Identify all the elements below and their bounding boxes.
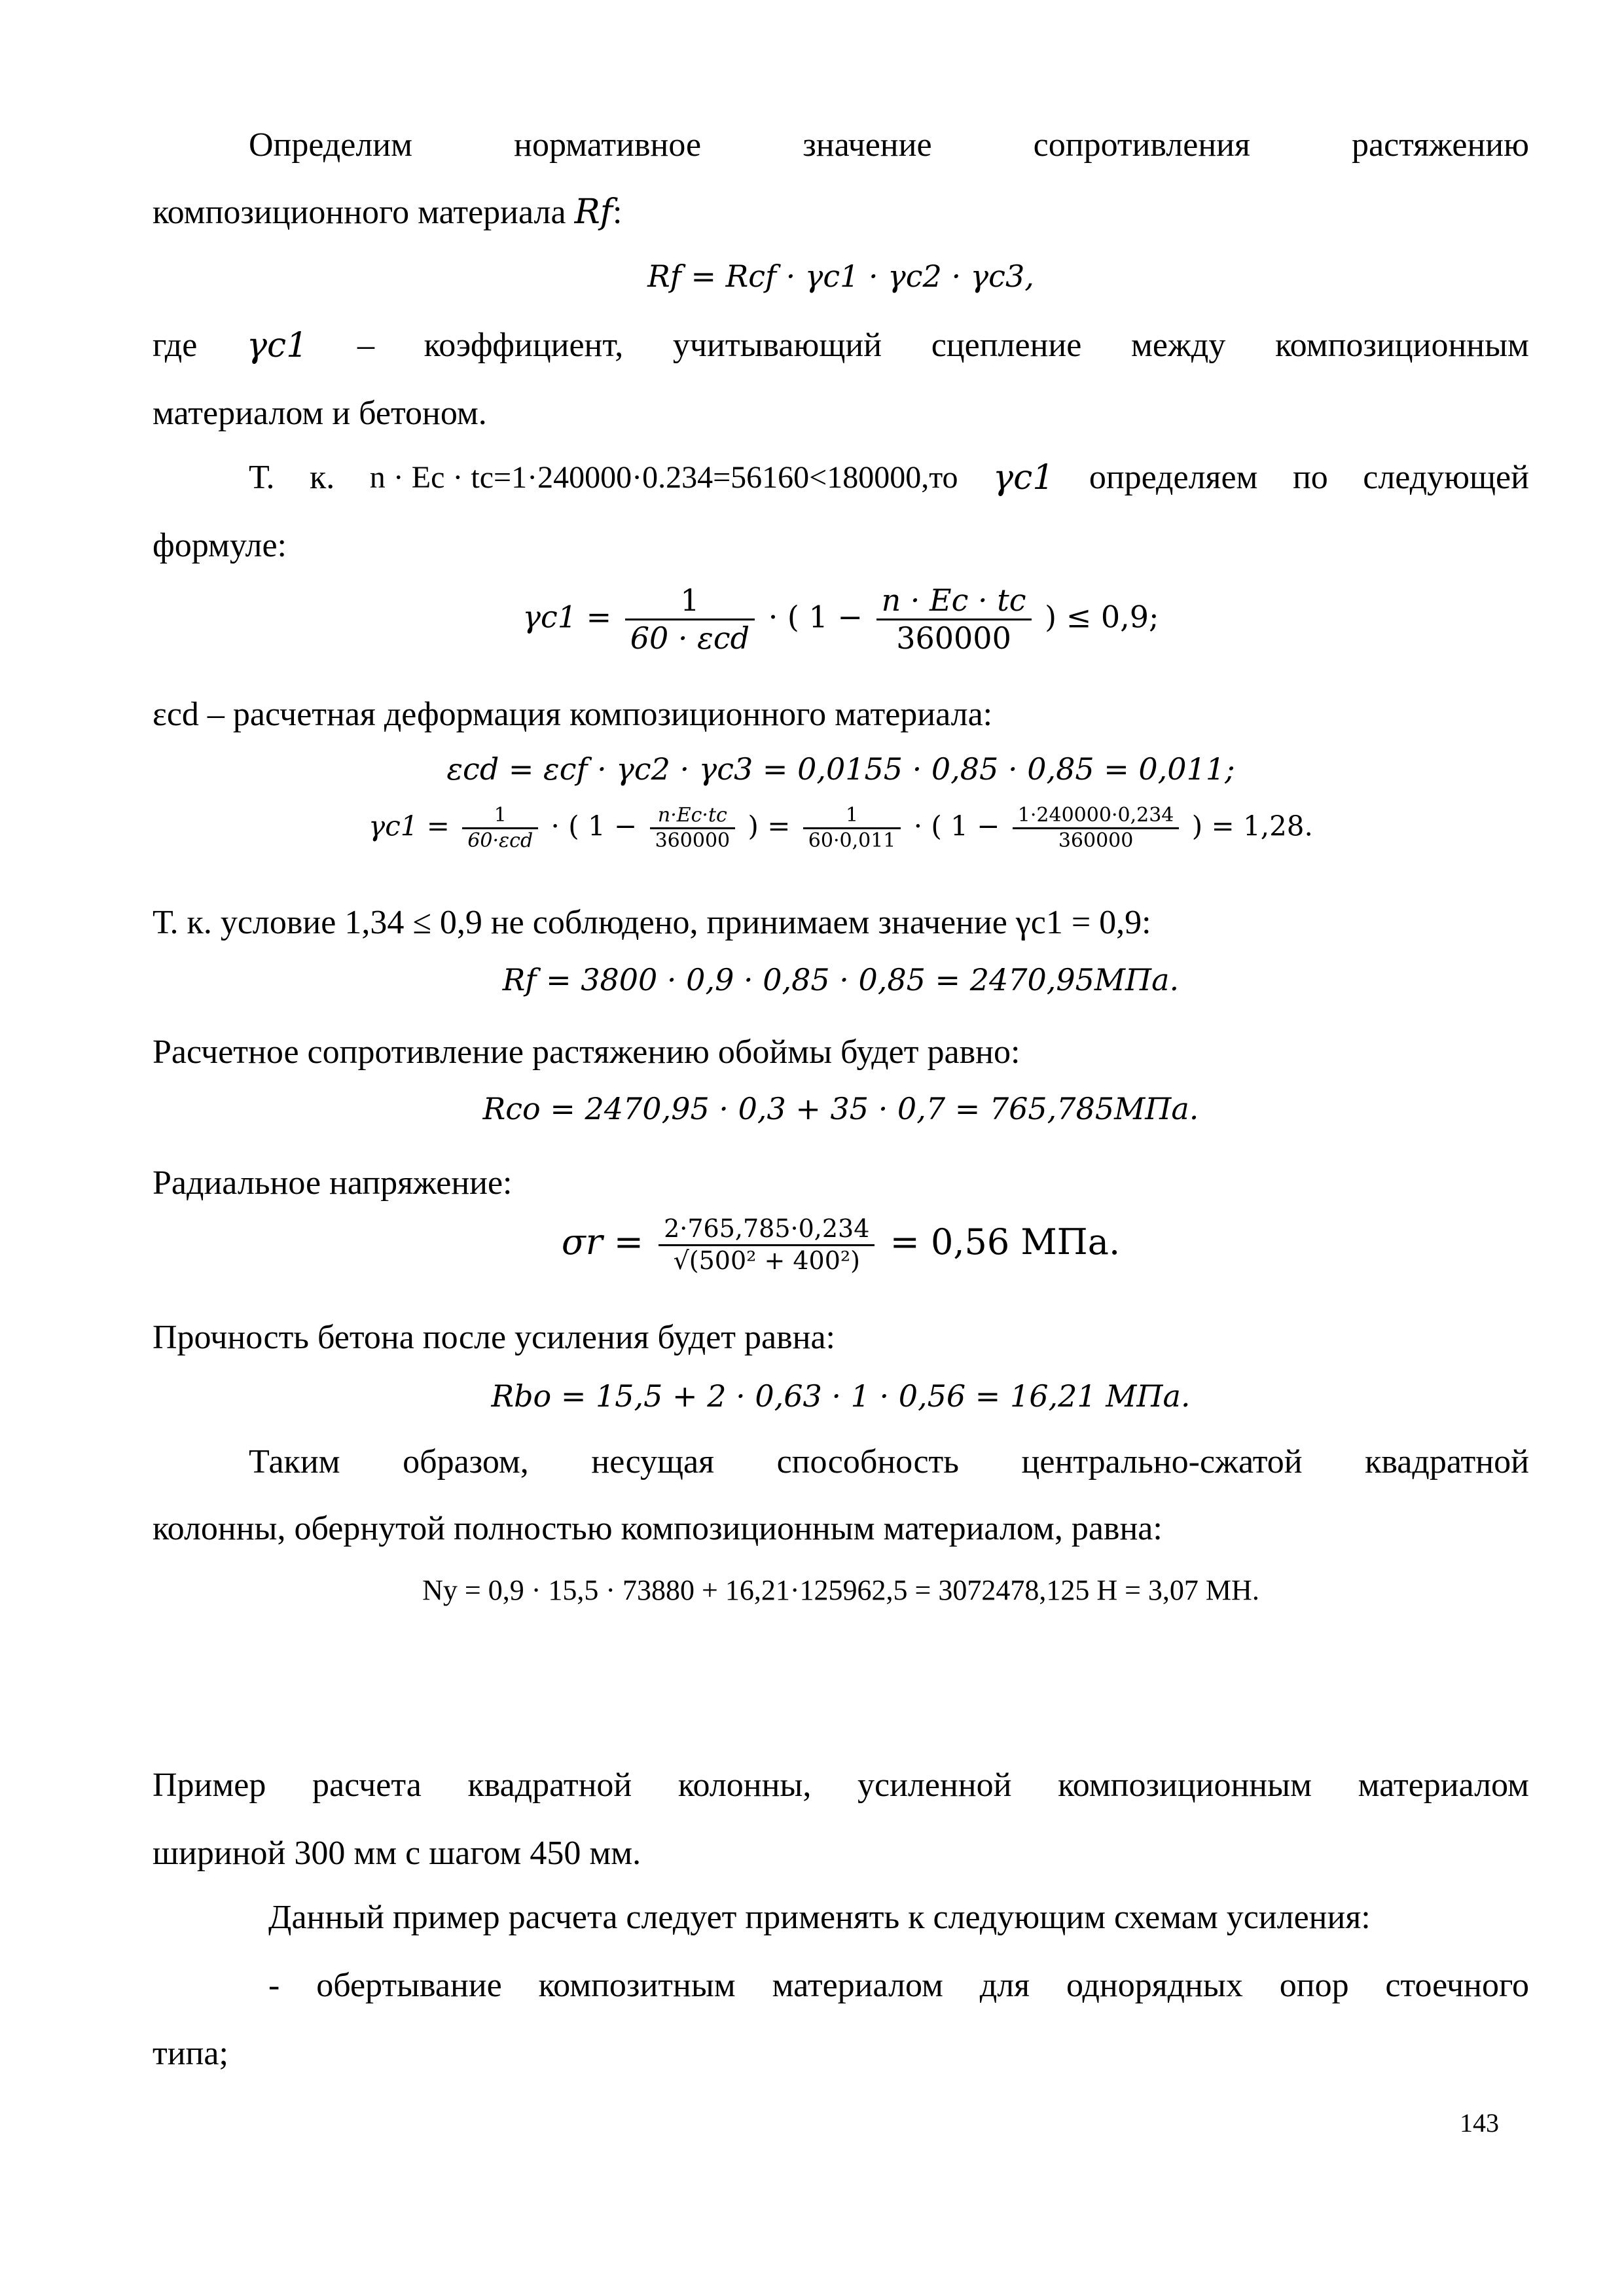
text-span: Прочность бетона после усиления будет равна: (153, 1319, 835, 1356)
formula-epsilon-cd (153, 751, 1529, 787)
word: обертывание (316, 1967, 502, 2004)
formula-lhs: γc1 = (522, 599, 612, 635)
numerator: n · Ec · tc (876, 583, 1032, 620)
formula-rbo (153, 1378, 1529, 1414)
word: материалом (1358, 1767, 1529, 1804)
formula-lhs: γc1 = (369, 810, 450, 842)
word: определяем (1089, 459, 1258, 496)
paragraph-3-line-2 (153, 512, 1529, 580)
denominator: √(500² + 400²) (673, 1246, 860, 1275)
fraction (625, 583, 755, 656)
paragraph-7 (153, 1149, 1529, 1217)
word: значение (803, 126, 932, 164)
formula-text: Rf = Rcf · γc1 · γc2 · γc3, (647, 259, 1034, 294)
word: по (1292, 459, 1328, 496)
paragraph-9-line-2 (153, 1495, 1529, 1563)
formula-rf-value (153, 962, 1529, 997)
formula-part: · ( 1 − (550, 810, 638, 842)
text-span: Данный пример расчета следует применять к следующим схемам усиления: (268, 1899, 1371, 1936)
denominator: 60·0,011 (808, 829, 896, 852)
paragraph-10-line-1 (153, 1751, 1529, 1820)
formula-text: Rf = 3800 · 0,9 · 0,85 · 0,85 = 2470,95МПа. (502, 962, 1180, 997)
formula-lhs: σr = (561, 1221, 643, 1263)
paragraph-11 (268, 1884, 1529, 1952)
word: квадратной (467, 1767, 632, 1804)
formula-part: ) ≤ 0,9; (1045, 599, 1159, 635)
formula-rf (153, 259, 1529, 294)
paragraph-12-line-2 (153, 2020, 1529, 2088)
word: расчета (312, 1767, 422, 1804)
fraction (1013, 804, 1180, 853)
word: к. (310, 459, 335, 496)
word: композиционным (1058, 1767, 1312, 1804)
math-symbol: Rf (574, 192, 613, 232)
paragraph-5 (153, 889, 1529, 957)
text-span: : (612, 194, 623, 231)
word: растяжению (1352, 126, 1529, 164)
formula-part: ) = (748, 810, 791, 842)
text-span: колонны, обернутой полностью композиционным материалом, равна: (153, 1510, 1163, 1547)
paragraph-2-line-2 (153, 380, 1529, 448)
fraction (462, 804, 538, 853)
denominator: 60·εcd (467, 829, 533, 852)
denominator: 360000 (1058, 829, 1134, 852)
word: Пример (153, 1767, 266, 1804)
paragraph-9-line-1 (249, 1428, 1529, 1496)
paragraph-1-line-2 (153, 178, 1529, 247)
numerator: 1·240000·0,234 (1013, 804, 1180, 829)
formula-part: ) = 1,28. (1191, 810, 1313, 842)
denominator: 360000 (655, 829, 731, 852)
word: следующей (1363, 459, 1529, 496)
fraction (659, 1214, 875, 1276)
inline-calculation: n · Ec · tc=1·240000·0.234=56160<180000,то (369, 460, 958, 495)
word: колонны, (677, 1767, 812, 1804)
formula-gamma-c1-calc (153, 804, 1529, 853)
word: стоечного (1385, 1967, 1529, 2004)
word: учитывающий (672, 327, 882, 364)
word: сопротивления (1033, 126, 1250, 164)
formula-text: Rco = 2470,95 · 0,3 + 35 · 0,7 = 765,785МПа. (482, 1091, 1199, 1126)
fraction (803, 804, 901, 853)
word: для (979, 1967, 1030, 2004)
fraction (650, 804, 736, 853)
word: композитным (538, 1967, 736, 2004)
word: способность (776, 1443, 959, 1480)
word: материалом (772, 1967, 943, 2004)
text-span: формуле: (153, 527, 287, 564)
denominator: 360000 (896, 620, 1011, 656)
formula-text: Rbo = 15,5 + 2 · 0,63 · 1 · 0,56 = 16,21 МПа. (491, 1378, 1191, 1414)
paragraph-10-line-2 (153, 1820, 1529, 1888)
page-number: 143 (1460, 2108, 1499, 2138)
word: несущая (591, 1443, 715, 1480)
word: квадратной (1365, 1443, 1529, 1480)
word: центрально-сжатой (1021, 1443, 1303, 1480)
text-span: типа; (153, 2035, 228, 2072)
word: Определим (249, 126, 412, 164)
text-span: Т. к. условие 1,34 ≤ 0,9 не соблюдено, принимаем значение γc1 = 0,9: (153, 904, 1151, 941)
numerator: 1 (462, 804, 538, 829)
word: где (153, 327, 198, 364)
word: между (1131, 327, 1226, 364)
paragraph-6 (153, 1018, 1529, 1086)
word: коэффициент, (424, 327, 624, 364)
text-span: композиционного материала (153, 194, 575, 231)
word: - (268, 1967, 280, 2004)
paragraph-2-line-1 (153, 312, 1529, 380)
word: композиционным (1275, 327, 1529, 364)
word: нормативное (514, 126, 702, 164)
math-symbol: γc1 (993, 458, 1055, 497)
math-symbol: γc1 (246, 326, 308, 365)
word: опор (1279, 1967, 1349, 2004)
word: – (357, 327, 374, 364)
formula-part: · ( 1 − (913, 810, 1000, 842)
paragraph-12-line-1 (268, 1952, 1529, 2020)
fraction (876, 583, 1032, 656)
text-span: Радиальное напряжение: (153, 1164, 513, 1202)
word: образом, (403, 1443, 529, 1480)
formula-sigma-r (153, 1214, 1529, 1276)
text-span: материалом и бетоном. (153, 395, 487, 432)
numerator: n·Ec·tc (650, 804, 736, 829)
word: усиленной (857, 1767, 1012, 1804)
formula-gamma-c1 (153, 583, 1529, 656)
numerator: 1 (803, 804, 901, 829)
numerator: 1 (625, 583, 755, 620)
denominator: 60 · εcd (630, 620, 750, 656)
formula-part: = 0,56 МПа. (890, 1221, 1121, 1263)
text-span: Расчетное сопротивление растяжению обоймы будет равно: (153, 1033, 1020, 1071)
formula-rco (153, 1091, 1529, 1126)
paragraph-3-line-1 (249, 444, 1529, 512)
formula-ny (153, 1573, 1529, 1607)
paragraph-4 (153, 681, 1529, 749)
numerator: 2·765,785·0,234 (659, 1214, 875, 1246)
word: Т. (249, 459, 275, 496)
word: сцепление (931, 327, 1082, 364)
word: однорядных (1066, 1967, 1243, 2004)
paragraph-1-line-1 (249, 111, 1529, 179)
text-span: шириной 300 мм с шагом 450 мм. (153, 1835, 641, 1872)
formula-text: Ny = 0,9 · 15,5 · 73880 + 16,21·125962,5 = 3072478,125 Н = 3,07 МН. (422, 1574, 1259, 1606)
formula-text: εcd = εcf · γc2 · γc3 = 0,0155 · 0,85 · 0,85 = 0,011; (446, 751, 1235, 787)
text-span: εcd – расчетная деформация композиционного материала: (153, 696, 993, 733)
formula-part: · ( 1 − (768, 599, 863, 635)
paragraph-8 (153, 1304, 1529, 1372)
word: Таким (249, 1443, 340, 1480)
